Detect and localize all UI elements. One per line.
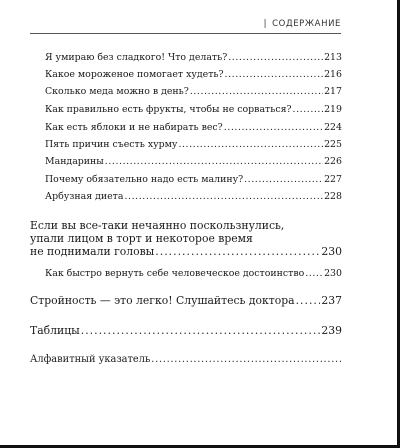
- toc-leader-dots: [105, 156, 323, 167]
- toc-entry: [45, 268, 342, 279]
- header-rule: [30, 33, 341, 34]
- toc-section-title: Таблицы: [30, 324, 80, 337]
- toc-chapter-line: Если вы все-таки нечаянно поскользнулись,: [30, 219, 285, 232]
- toc-leader-dots: [225, 69, 324, 80]
- toc-entry-title: Мандарины: [45, 156, 104, 167]
- toc-leader-dots: [305, 268, 323, 279]
- toc-entry-title: Пять причин съесть хурму: [45, 139, 178, 150]
- toc-leader-dots: [228, 52, 323, 63]
- toc-leader-dots: [293, 104, 324, 115]
- toc-entry: [45, 139, 342, 150]
- toc-leader-dots: [296, 294, 321, 307]
- running-head-title: СОДЕРЖАНИЕ: [272, 19, 341, 29]
- toc-entry-title: Сколько меда можно в день?: [45, 86, 189, 97]
- toc-entry-page: 216: [324, 69, 342, 80]
- toc-chapter-line: не поднимали головы: [30, 245, 155, 258]
- toc-chapter-last-line: [30, 245, 342, 258]
- toc-entry-page: 219: [324, 104, 342, 115]
- toc-entry: [45, 191, 342, 202]
- toc-entry-page: 213: [324, 52, 342, 63]
- toc-entry-page: 224: [324, 122, 342, 133]
- toc-leader-dots: [190, 86, 323, 97]
- toc-entry-page: 230: [324, 268, 342, 279]
- toc-entry-page: 228: [324, 191, 342, 202]
- toc-entry: [45, 174, 342, 185]
- running-head: [264, 19, 341, 29]
- toc-section-page: 237: [321, 294, 342, 307]
- toc-entry-page: 217: [324, 86, 342, 97]
- toc-leader-dots: [81, 324, 321, 337]
- toc-leader-dots: [244, 174, 323, 185]
- toc-entry-title: Арбузная диета: [45, 191, 124, 202]
- toc-entry: [45, 86, 342, 97]
- toc-chapter: [30, 219, 342, 258]
- toc-section-title: Алфавитный указатель: [30, 354, 151, 365]
- toc-entry-page: 227: [324, 174, 342, 185]
- toc-entry-title: Почему обязательно надо есть малину?: [45, 174, 244, 185]
- toc-leader-dots: [178, 139, 323, 150]
- toc-entry-title: Я умираю без сладкого! Что делать?: [45, 52, 228, 63]
- toc-section: [30, 294, 342, 307]
- toc-entry-title: Как есть яблоки и не набирать вес?: [45, 122, 223, 133]
- toc-entry: [45, 122, 342, 133]
- toc-leader-dots: [224, 122, 323, 133]
- toc-entry: [45, 69, 342, 80]
- running-head-separator: |: [263, 19, 268, 29]
- toc-section-title: Стройность — это легко! Слушайтесь доктора: [30, 294, 295, 307]
- toc-leader-dots: [151, 354, 341, 365]
- toc-entry-page: 226: [324, 156, 342, 167]
- toc-entry: [45, 156, 342, 167]
- toc-leader-dots: [155, 245, 320, 258]
- toc-entry-title: Какое мороженое помогает худеть?: [45, 69, 224, 80]
- toc-entry-title: Как быстро вернуть себе человеческое достоинство: [45, 268, 305, 279]
- toc-chapter-page: 230: [321, 245, 342, 258]
- toc-chapter-line: упали лицом в торт и некоторое время: [30, 232, 253, 245]
- toc-entry-page: 225: [324, 139, 342, 150]
- toc-entry: [45, 52, 342, 63]
- toc-leader-dots: [124, 191, 323, 202]
- toc-section: [30, 324, 342, 337]
- toc-section: [30, 354, 342, 365]
- toc-section-page: 239: [321, 324, 342, 337]
- toc-entry-title: Как правильно есть фрукты, чтобы не сорваться?: [45, 104, 292, 115]
- toc-entry: [45, 104, 342, 115]
